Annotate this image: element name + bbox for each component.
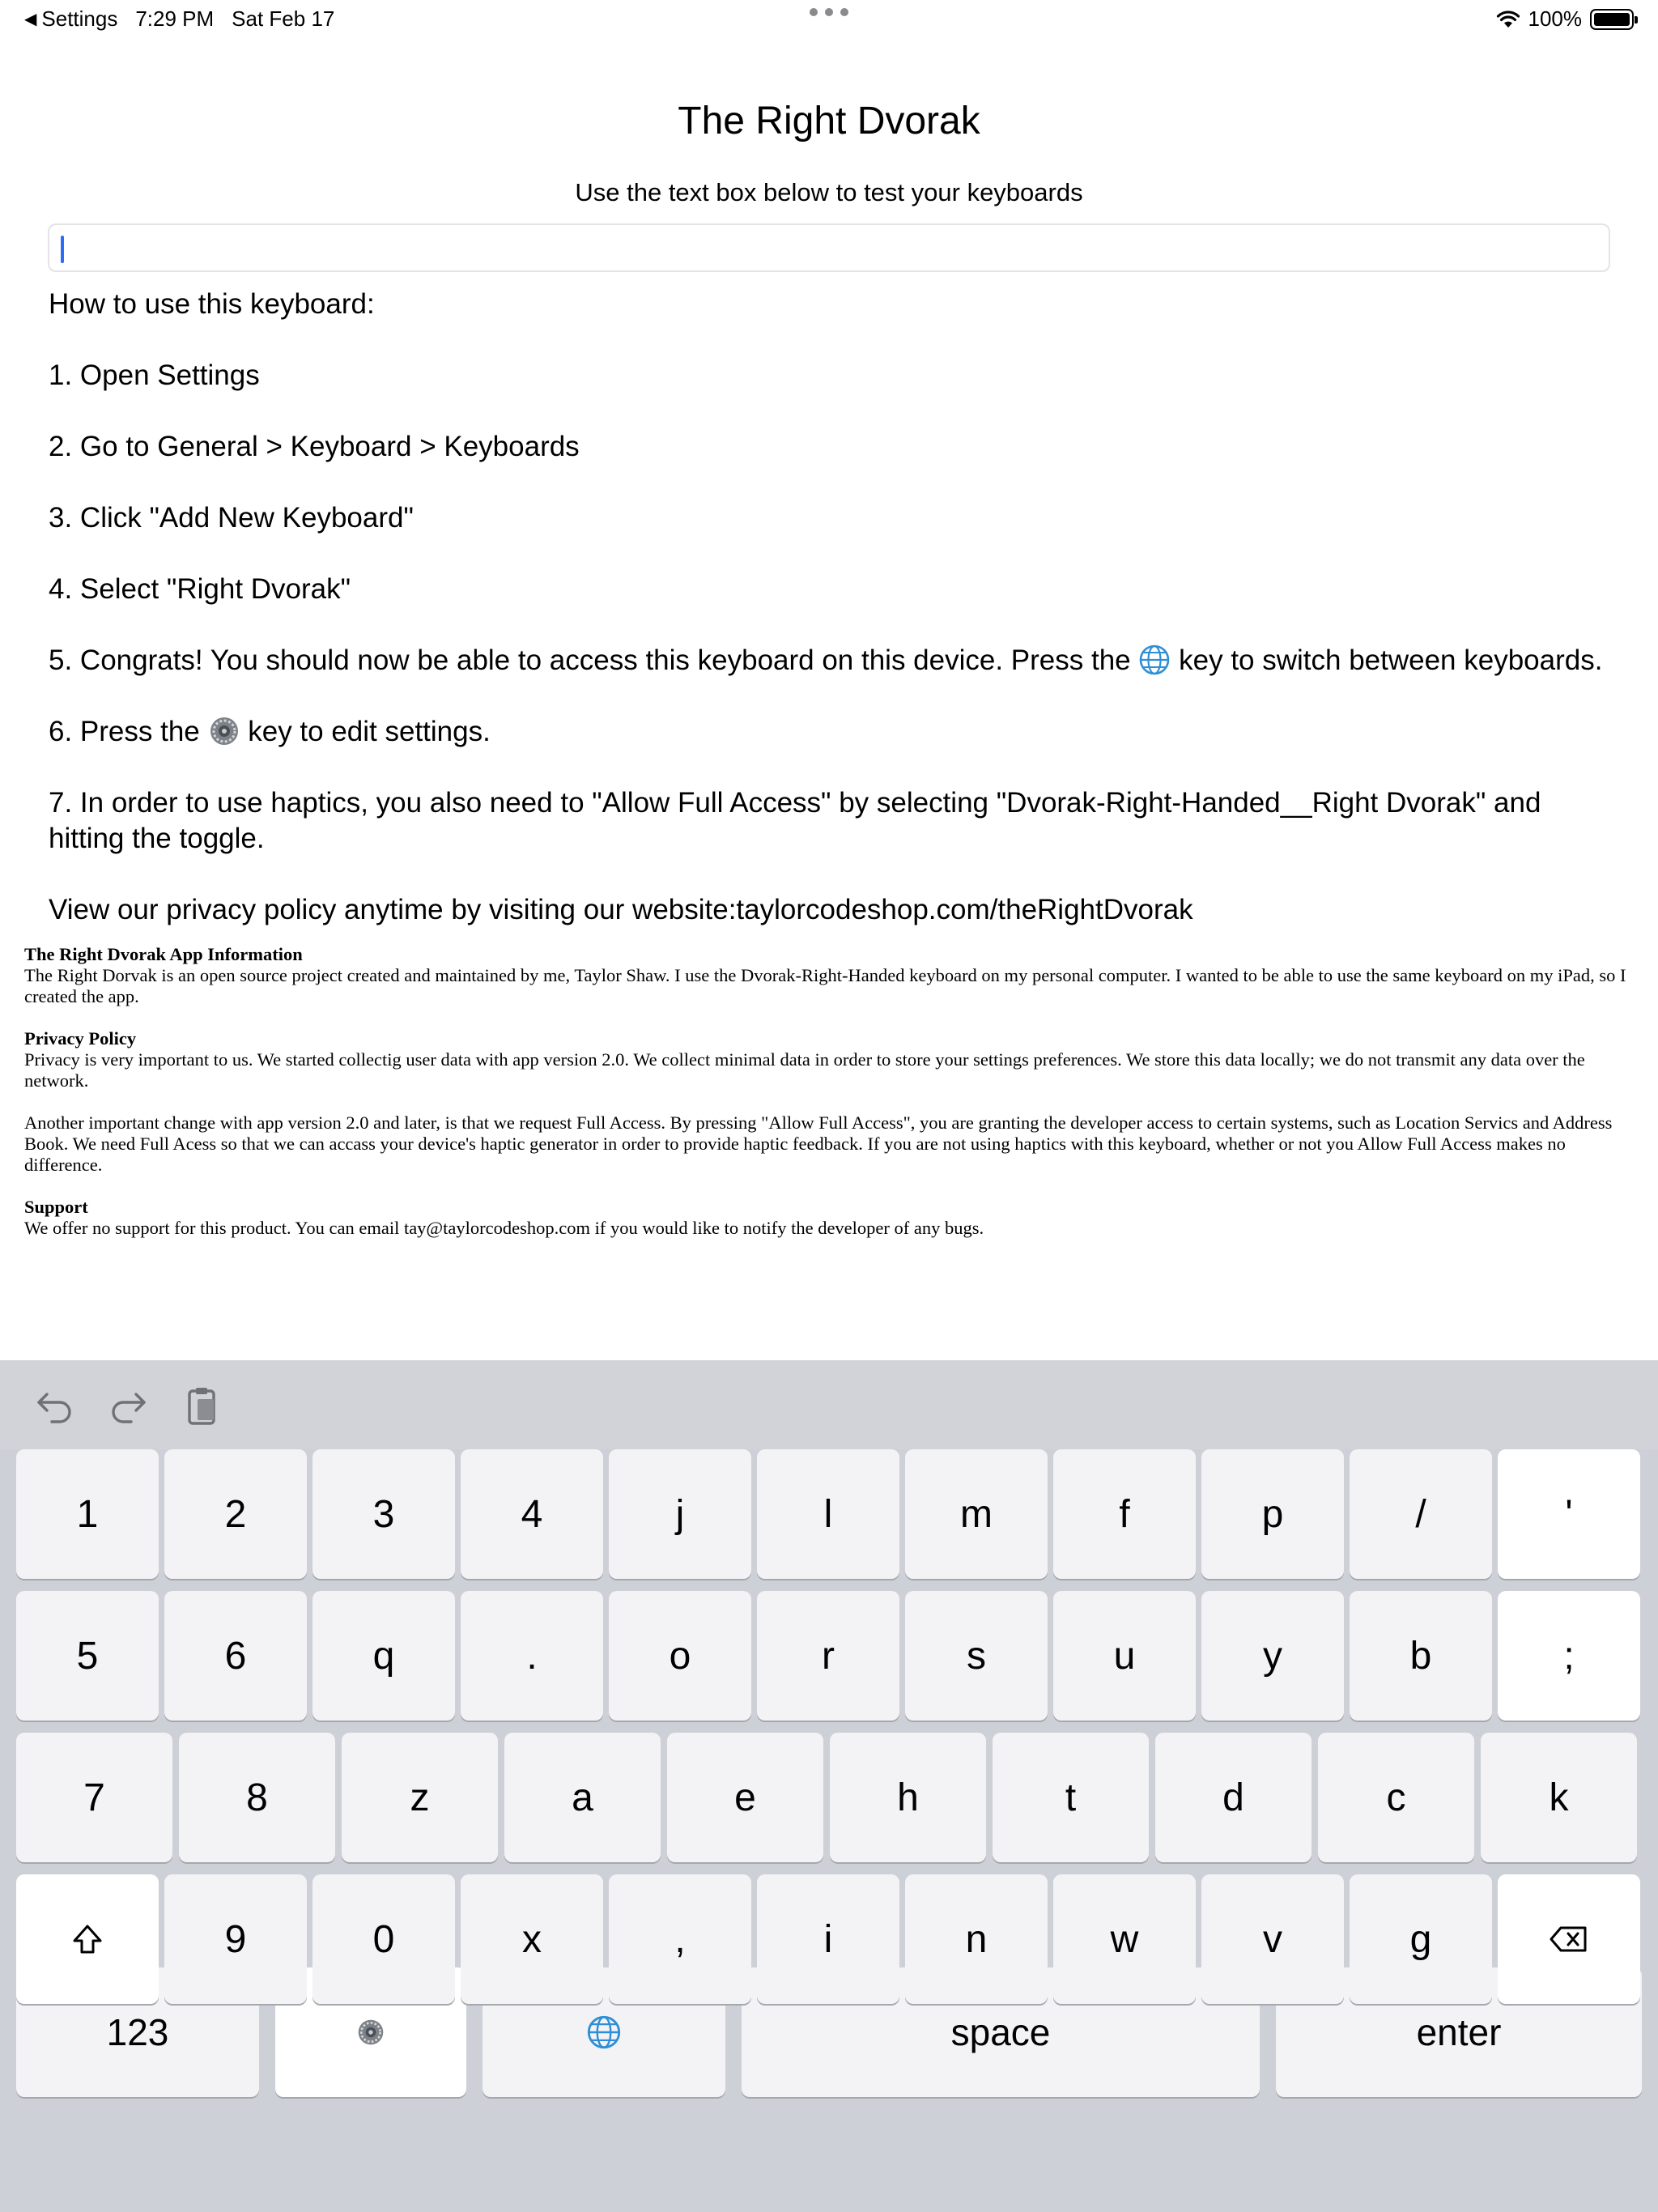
test-text-input[interactable] bbox=[48, 223, 1610, 272]
page-title: The Right Dvorak bbox=[678, 100, 980, 143]
key-123[interactable]: 123 bbox=[16, 1967, 259, 2097]
key-x[interactable]: x bbox=[461, 1874, 603, 2004]
key-a[interactable]: a bbox=[504, 1733, 661, 1862]
status-right bbox=[1496, 6, 1635, 32]
shift-icon bbox=[70, 1921, 105, 1957]
battery-icon bbox=[1590, 9, 1634, 30]
key-delete[interactable] bbox=[1498, 1874, 1640, 2004]
globe-icon bbox=[1138, 644, 1171, 676]
privacy-body-2: Another important change with app version 2.0 and later, is that we request Full Access. By pressing "Allow Full Access", you are granting the developer access to certain systems, such as Location Servics and Address Book. We need Full Acess so that we can accass your device's haptic generator in order to provide haptic feedback. If you are not using haptics with this keyboard, whether or not you Allow Full Access makes no difference. bbox=[24, 1112, 1613, 1175]
key-1[interactable]: 1 bbox=[16, 1449, 159, 1579]
step-7: 7. In order to use haptics, you also need to "Allow Full Access" by selecting "Dvorak-Right-Handed__Right Dvorak" and hitting the toggle. bbox=[49, 787, 1541, 854]
status-date: Sat Feb 17 bbox=[232, 6, 335, 31]
status-time: 7:29 PM bbox=[135, 6, 215, 31]
delete-icon bbox=[1548, 1923, 1590, 1955]
key-z[interactable]: z bbox=[342, 1733, 498, 1862]
redo-icon[interactable] bbox=[105, 1383, 151, 1428]
back-arrow-icon[interactable]: ◀ bbox=[24, 11, 37, 28]
key-n[interactable]: n bbox=[905, 1874, 1048, 2004]
app-info-body: The Right Dorvak is an open source project created and maintained by me, Taylor Shaw. I use the Dvorak-Right-Handed keyboard on my personal computer. I wanted to be able to use the same keyboard on my iPad, so I created the app. bbox=[24, 965, 1626, 1006]
step-5-text-before: 5. Congrats! You should now be able to access this keyboard on this device. Press the bbox=[49, 644, 1131, 676]
instructions bbox=[49, 287, 1611, 963]
keyboard bbox=[0, 1360, 1658, 2212]
key-8[interactable]: 8 bbox=[179, 1733, 335, 1862]
key-m[interactable]: m bbox=[905, 1449, 1048, 1579]
privacy-title: Privacy Policy bbox=[24, 1028, 137, 1049]
key-c[interactable]: c bbox=[1318, 1733, 1474, 1862]
key-j[interactable]: j bbox=[609, 1449, 751, 1579]
paste-icon[interactable] bbox=[180, 1383, 225, 1428]
page-subtitle: Use the text box below to test your keyboards bbox=[575, 178, 1083, 206]
support-body: We offer no support for this product. You can email tay@taylorcodeshop.com if you would like to notify the developer of any bugs. bbox=[24, 1218, 984, 1238]
key-4[interactable]: 4 bbox=[461, 1449, 603, 1579]
key-3[interactable]: 3 bbox=[312, 1449, 455, 1579]
text-caret bbox=[61, 236, 64, 263]
key-5[interactable]: 5 bbox=[16, 1591, 159, 1721]
step-3: 3. Click "Add New Keyboard" bbox=[49, 502, 414, 534]
wifi-icon bbox=[1496, 10, 1520, 29]
globe-icon bbox=[586, 2014, 622, 2050]
more-dots-icon[interactable] bbox=[810, 8, 848, 16]
status-bar bbox=[0, 0, 1658, 39]
key-h[interactable]: h bbox=[830, 1733, 986, 1862]
key-b[interactable]: b bbox=[1350, 1591, 1492, 1721]
step-1: 1. Open Settings bbox=[49, 359, 260, 391]
key-d[interactable]: d bbox=[1155, 1733, 1312, 1862]
key-l[interactable]: l bbox=[757, 1449, 899, 1579]
undo-icon[interactable] bbox=[32, 1383, 78, 1428]
key-,[interactable]: , bbox=[609, 1874, 751, 2004]
key-k[interactable]: k bbox=[1481, 1733, 1637, 1862]
key-u[interactable]: u bbox=[1053, 1591, 1196, 1721]
step-5 bbox=[49, 643, 1611, 714]
key-q[interactable]: q bbox=[312, 1591, 455, 1721]
key-'[interactable]: ' bbox=[1498, 1449, 1640, 1579]
key-space[interactable]: space bbox=[742, 1967, 1260, 2097]
app-info-title: The Right Dvorak App Information bbox=[24, 944, 303, 964]
key-f[interactable]: f bbox=[1053, 1449, 1196, 1579]
keyboard-toolbar bbox=[0, 1360, 1658, 1449]
key-p[interactable]: p bbox=[1201, 1449, 1344, 1579]
key-6[interactable]: 6 bbox=[164, 1591, 307, 1721]
key-9[interactable]: 9 bbox=[164, 1874, 307, 2004]
back-to-settings-link[interactable]: Settings bbox=[41, 6, 118, 31]
status-left bbox=[24, 6, 334, 32]
gear-icon bbox=[208, 715, 240, 747]
key-shift[interactable] bbox=[16, 1874, 159, 2004]
step-6 bbox=[49, 714, 1611, 785]
key-w[interactable]: w bbox=[1053, 1874, 1196, 2004]
key-enter[interactable]: enter bbox=[1276, 1967, 1642, 2097]
support-title: Support bbox=[24, 1197, 88, 1217]
key-0[interactable]: 0 bbox=[312, 1874, 455, 2004]
app-info-section bbox=[24, 944, 1635, 1260]
keyboard-keys bbox=[0, 1449, 1658, 2212]
battery-percent: 100% bbox=[1528, 6, 1582, 31]
privacy-link[interactable]: View our privacy policy anytime by visiting our website:taylorcodeshop.com/theRightDvorak bbox=[49, 894, 1193, 925]
key-o[interactable]: o bbox=[609, 1591, 751, 1721]
instructions-heading: How to use this keyboard: bbox=[49, 288, 375, 320]
key-2[interactable]: 2 bbox=[164, 1449, 307, 1579]
key-;[interactable]: ; bbox=[1498, 1591, 1640, 1721]
key-i[interactable]: i bbox=[757, 1874, 899, 2004]
key-t[interactable]: t bbox=[993, 1733, 1149, 1862]
key-v[interactable]: v bbox=[1201, 1874, 1344, 2004]
key-7[interactable]: 7 bbox=[16, 1733, 172, 1862]
step-2: 2. Go to General > Keyboard > Keyboards bbox=[49, 431, 580, 462]
battery-level-fill bbox=[1594, 13, 1630, 26]
privacy-body-1: Privacy is very important to us. We started collectig user data with app version 2.0. We collect minimal data in order to store your settings preferences. We store this data locally; we do not transmit any data over the network. bbox=[24, 1049, 1585, 1091]
key-r[interactable]: r bbox=[757, 1591, 899, 1721]
step-6-text-after: key to edit settings. bbox=[248, 716, 491, 747]
gear-icon bbox=[356, 2018, 385, 2047]
key-y[interactable]: y bbox=[1201, 1591, 1344, 1721]
key-e[interactable]: e bbox=[667, 1733, 823, 1862]
key-g[interactable]: g bbox=[1350, 1874, 1492, 2004]
step-4: 4. Select "Right Dvorak" bbox=[49, 573, 351, 605]
key-/[interactable]: / bbox=[1350, 1449, 1492, 1579]
step-6-text-before: 6. Press the bbox=[49, 716, 200, 747]
key-.[interactable]: . bbox=[461, 1591, 603, 1721]
key-s[interactable]: s bbox=[905, 1591, 1048, 1721]
step-5-text-after: key to switch between keyboards. bbox=[1179, 644, 1603, 676]
